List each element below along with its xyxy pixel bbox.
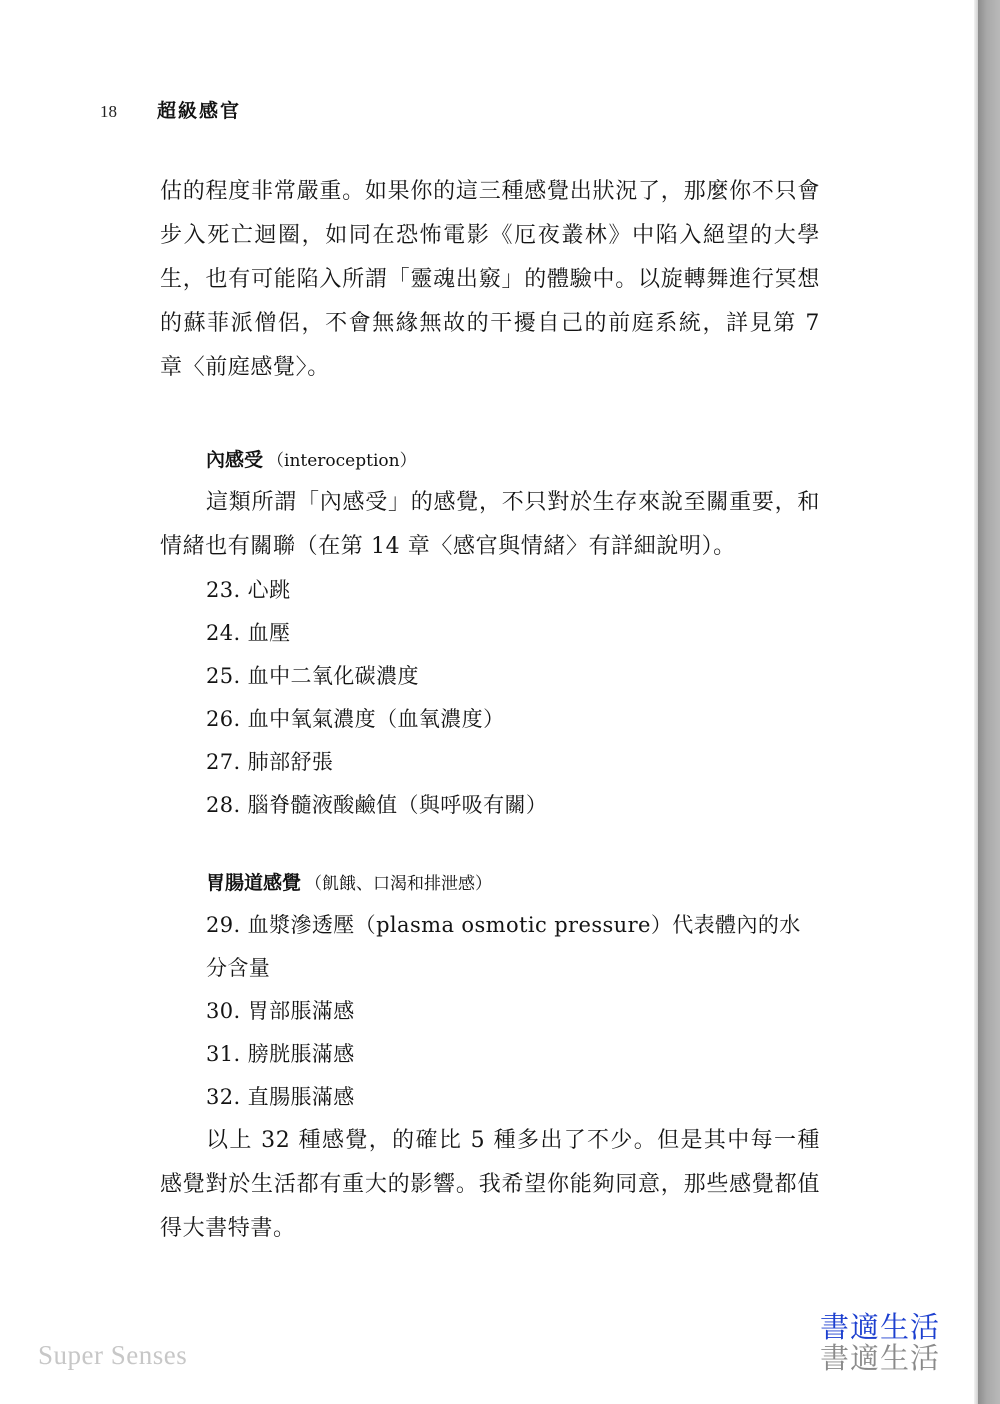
interoception-heading-text: 內感受: [206, 449, 264, 471]
intro-paragraph: 估的程度非常嚴重。如果你的這三種感覺出狀況了，那麼你不只會步入死亡迴圈，如同在恐怖電影《厄夜叢林》中陷入絕望的大學生，也有可能陷入所謂「靈魂出竅」的體驗中。以旋轉舞進行冥想的蘇菲派僧侶，不會無緣無故的干擾自己的前庭系統，詳見第 7 章〈前庭感覺〉。: [160, 179, 820, 380]
list-item: 24. 血壓: [206, 621, 291, 645]
interoception-heading-note: （interoception）: [267, 451, 417, 471]
closing-paragraph: 以上 32 種感覺，的確比 5 種多出了不少。但是其中每一種感覺對於生活都有重大的影響。我希望你能夠同意，那些感覺都值得大書特書。: [160, 1128, 820, 1241]
interoception-paragraph: 這類所謂「內感受」的感覺，不只對於生存來說至關重要，和情緒也有關聯（在第 14 章〈感官與情緒〉有詳細說明）。: [160, 490, 820, 559]
logo-text-top: 書適生活: [820, 1310, 941, 1344]
list-item: 28. 腦脊髓液酸鹼值（與呼吸有關）: [206, 793, 548, 817]
list-item: 26. 血中氧氣濃度（血氧濃度）: [206, 707, 505, 731]
gastro-heading-text: 胃腸道感覺: [206, 872, 302, 894]
page-body: [160, 170, 820, 1251]
list-item: 25. 血中二氧化碳濃度: [206, 664, 419, 688]
section-spacer: [160, 827, 820, 863]
gastro-heading: [160, 863, 820, 904]
list-item: 27. 肺部舒張: [206, 750, 334, 774]
page-header: [100, 96, 241, 124]
interoception-heading: [160, 440, 820, 481]
gastro-heading-note: （飢餓、口渴和排泄感）: [305, 874, 493, 894]
list-item: 23. 心跳: [206, 578, 291, 602]
page-edge-shadow: [978, 0, 1000, 1404]
interoception-list: [160, 569, 820, 827]
footer-book-title: Super Senses: [38, 1340, 188, 1370]
page-number: 18: [100, 102, 117, 121]
list-item: 30. 胃部脹滿感: [206, 999, 355, 1023]
section-spacer: [160, 390, 820, 440]
publisher-logo: [820, 1312, 944, 1374]
list-item: 29. 血漿滲透壓（plasma osmotic pressure）代表體內的水分含量: [206, 913, 801, 980]
logo-text-bottom: 書適生活: [820, 1341, 941, 1375]
list-item: 31. 膀胱脹滿感: [206, 1042, 355, 1066]
list-item: 32. 直腸脹滿感: [206, 1085, 355, 1109]
running-title: 超級感官: [157, 100, 242, 122]
gastro-list: [160, 904, 820, 1119]
